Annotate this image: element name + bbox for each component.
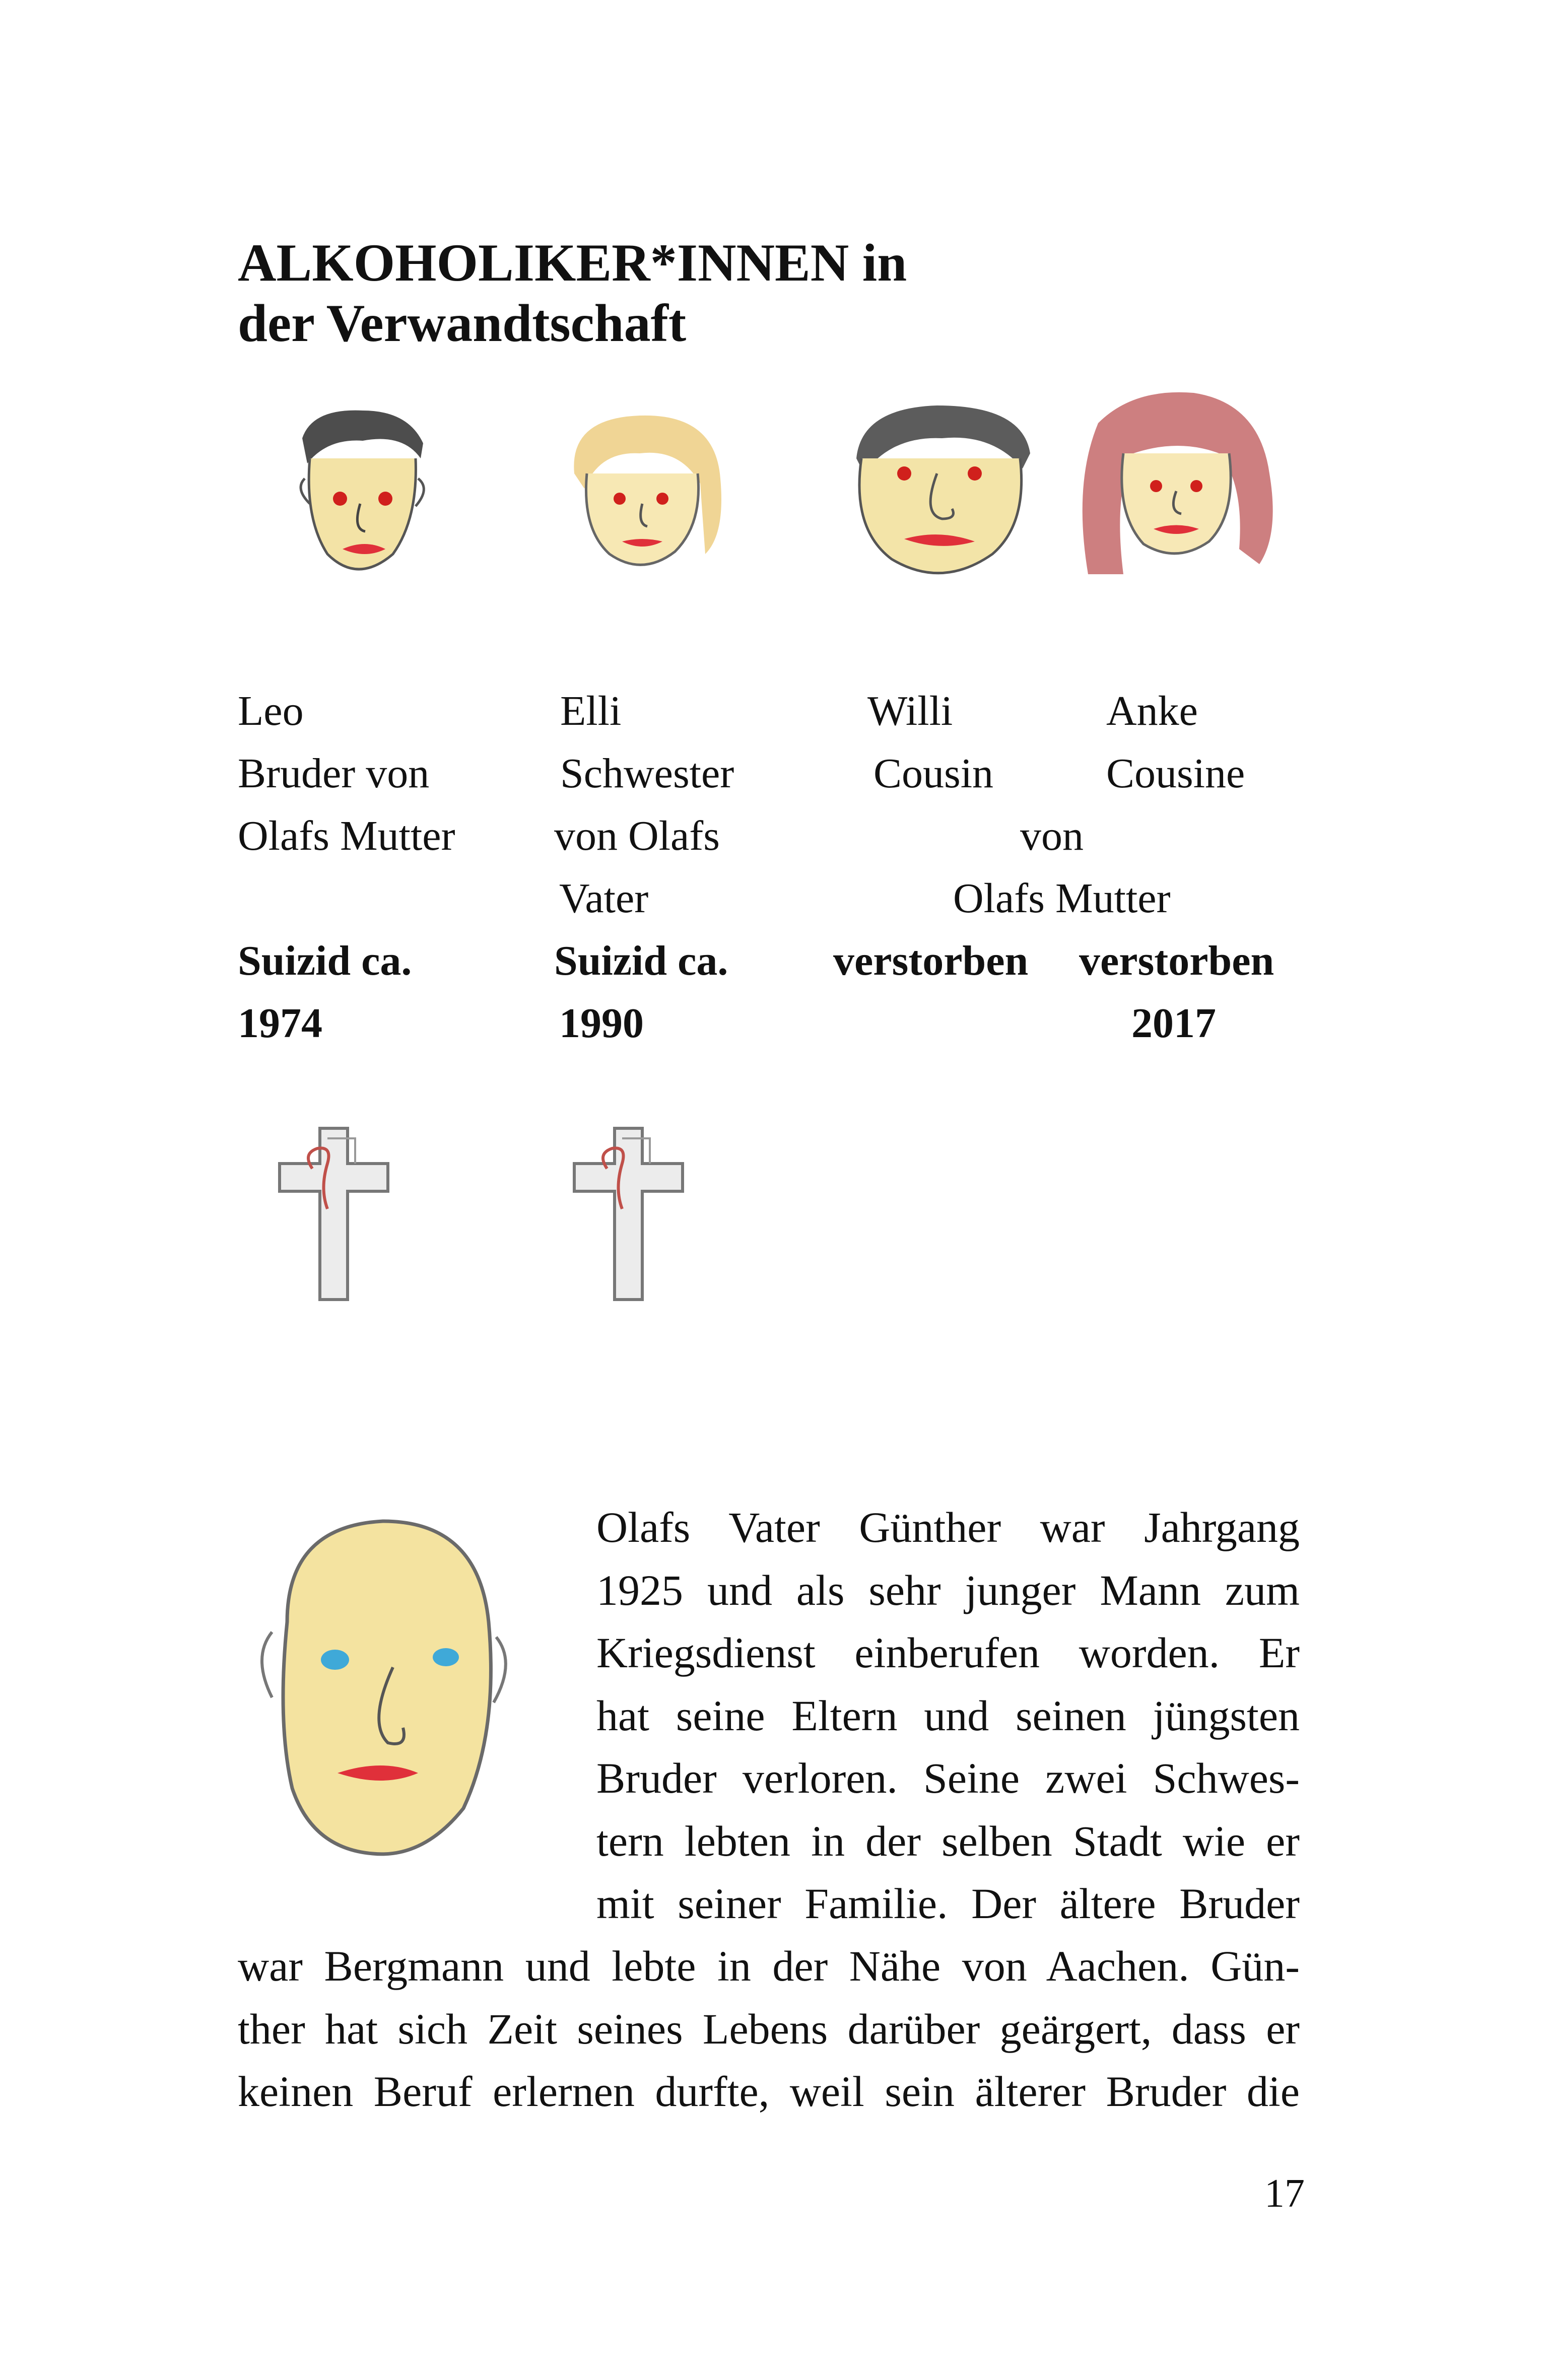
relative-elli-relation-3: Vater <box>559 875 649 922</box>
portrait-elli <box>554 403 735 584</box>
paragraph-line: Bruder verloren. Seine zwei Schwes- <box>596 1754 1300 1802</box>
relative-leo-status-1: Suizid ca. <box>238 937 412 984</box>
paragraph-line: 1925 und als sehr junger Mann zum <box>596 1566 1300 1614</box>
portrait-guenther <box>242 1506 539 1869</box>
paragraph-line: hat seine Eltern und seinen jüngsten <box>596 1691 1300 1740</box>
relative-elli-status-1: Suizid ca. <box>554 937 728 984</box>
paragraph-line: tern lebten in der selben Stadt wie er <box>596 1816 1300 1865</box>
paragraph-line: Olafs Vater Günther war Jahrgang <box>596 1503 1300 1551</box>
portrait-leo <box>282 403 443 599</box>
relative-elli-name: Elli <box>560 688 622 734</box>
paragraph-line: ther hat sich Zeit seines Lebens darüber geärgert, dass er <box>238 2004 1300 2053</box>
paragraph-line: keinen Beruf erlernen durfte, weil sein älterer Bruder die <box>238 2067 1300 2116</box>
page-title <box>238 233 907 354</box>
relative-willi-relation-1: Cousin <box>873 750 994 797</box>
portrait-willi <box>841 398 1043 584</box>
title-line-2: der Verwandtschaft <box>238 294 687 353</box>
paragraph-full <box>238 1935 1300 2123</box>
relative-leo-relation-1: Bruder von <box>238 750 430 797</box>
relative-elli-status-2: 1990 <box>559 1000 644 1047</box>
relative-elli-relation-1: Schwester <box>560 750 734 797</box>
shared-relation-2: Olafs Mutter <box>953 875 1171 922</box>
paragraph-line: mit seiner Familie. Der ältere Bruder <box>596 1879 1300 1928</box>
relative-anke-status-2: 2017 <box>1131 1000 1216 1047</box>
relative-leo-name: Leo <box>238 688 304 734</box>
relative-leo-relation-2: Olafs Mutter <box>238 812 455 859</box>
relative-willi-name: Willi <box>867 688 953 734</box>
title-line-1: ALKOHOLIKER*INNEN in <box>238 233 907 292</box>
relative-anke-name: Anke <box>1106 688 1198 734</box>
relative-anke-relation-1: Cousine <box>1106 750 1245 797</box>
relative-willi-status-1: verstorben <box>833 937 1029 984</box>
paragraph-line: Kriegsdienst einberufen worden. Er <box>596 1628 1300 1677</box>
relative-elli-relation-2: von Olafs <box>554 812 720 859</box>
relative-leo-status-2: 1974 <box>238 1000 322 1047</box>
portrait-anke <box>1068 383 1280 594</box>
grave-cross-icon <box>567 1118 698 1310</box>
paragraph-wrapped <box>596 1496 1300 1935</box>
grave-cross-icon <box>272 1118 403 1310</box>
page-number: 17 <box>1264 2171 1305 2216</box>
relative-anke-status-1: verstorben <box>1079 937 1274 984</box>
shared-relation-1: von <box>1020 812 1084 859</box>
paragraph-line: war Bergmann und lebte in der Nähe von Aachen. Gün- <box>238 1942 1300 1990</box>
